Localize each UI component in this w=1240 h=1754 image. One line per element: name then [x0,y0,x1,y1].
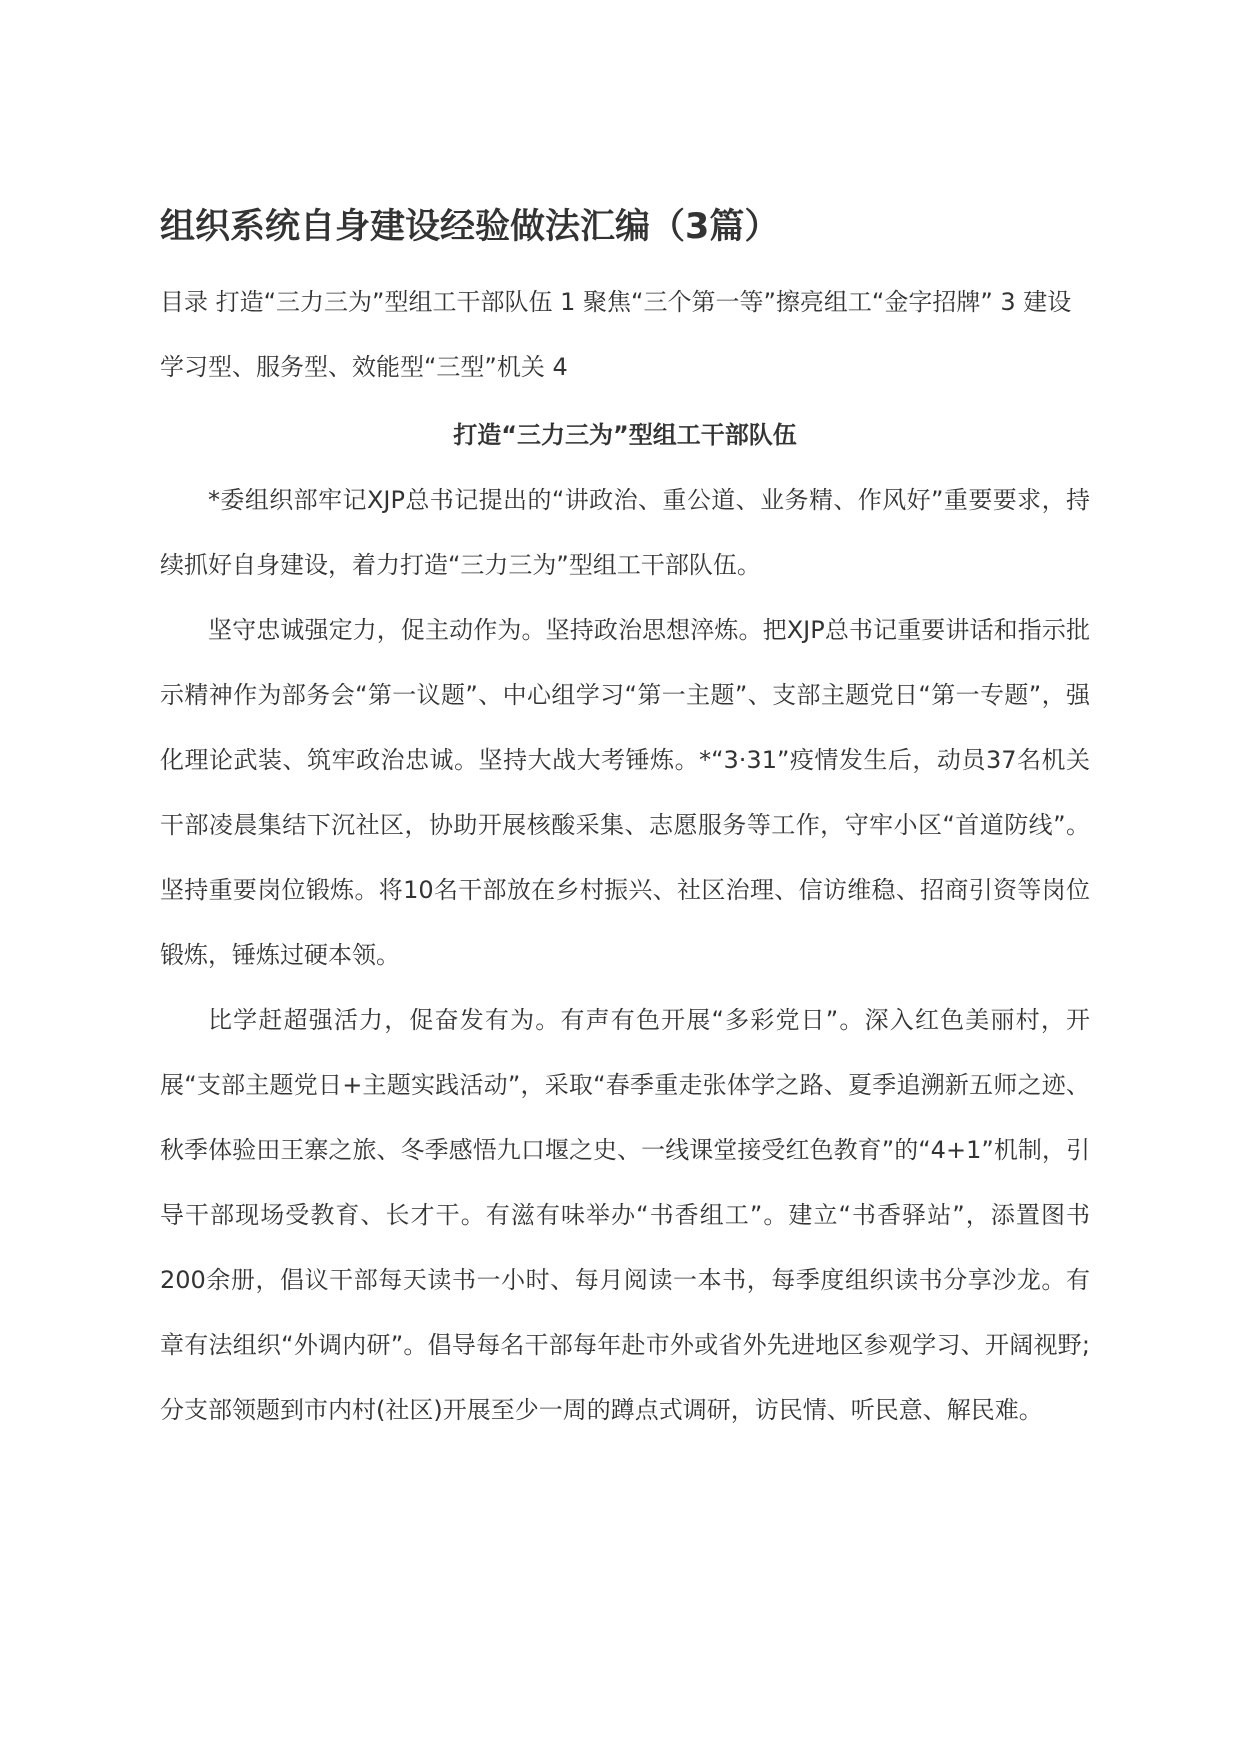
paragraph-3: 比学赶超强活力，促奋发有为。有声有色开展“多彩党日”。深入红色美丽村，开展“支部主题党日+主题实践活动”，采取“春季重走张体学之路、夏季追溯新五师之迹、秋季体验田王寨之旅、冬季感悟九口堰之史、一线课堂接受红色教育”的“4+1”机制，引导干部现场受教育、长才干。有滋有味举办“书香组工”。建立“书香驿站”，添置图书200余册，倡议干部每天读书一小时、每月阅读一本书，每季度组织读书分享沙龙。有章有法组织“外调内研”。倡导每名干部每年赴市外或省外先进地区参观学习、开阔视野;分支部领题到市内村(社区)开展至少一周的蹲点式调研，访民情、听民意、解民难。 [160,1006,1090,1424]
paragraph-2: 坚守忠诚强定力，促主动作为。坚持政治思想淬炼。把XJP总书记重要讲话和指示批示精神作为部务会“第一议题”、中心组学习“第一主题”、支部主题党日“第一专题”，强化理论武装、筑牢政治忠诚。坚持大战大考锤炼。*“3·31”疫情发生后，动员37名机关干部凌晨集结下沉社区，协助开展核酸采集、志愿服务等工作，守牢小区“首道防线”。坚持重要岗位锻炼。将10名干部放在乡村振兴、社区治理、信访维稳、招商引资等岗位锻炼，锤炼过硬本领。 [160,616,1090,969]
table-of-contents: 目录 打造“三力三为”型组工干部队伍 1 聚焦“三个第一等”擦亮组工“金字招牌” 3 建设学习型、服务型、效能型“三型”机关 4 [160,288,1072,381]
document-body [160,200,1090,1443]
document-title: 组织系统自身建设经验做法汇编（3篇） [160,207,780,247]
paragraph-1: *委组织部牢记XJP总书记提出的“讲政治、重公道、业务精、作风好”重要要求，持续抓好自身建设，着力打造“三力三为”型组工干部队伍。 [160,486,1090,579]
section-heading: 打造“三力三为”型组工干部队伍 [453,421,797,449]
